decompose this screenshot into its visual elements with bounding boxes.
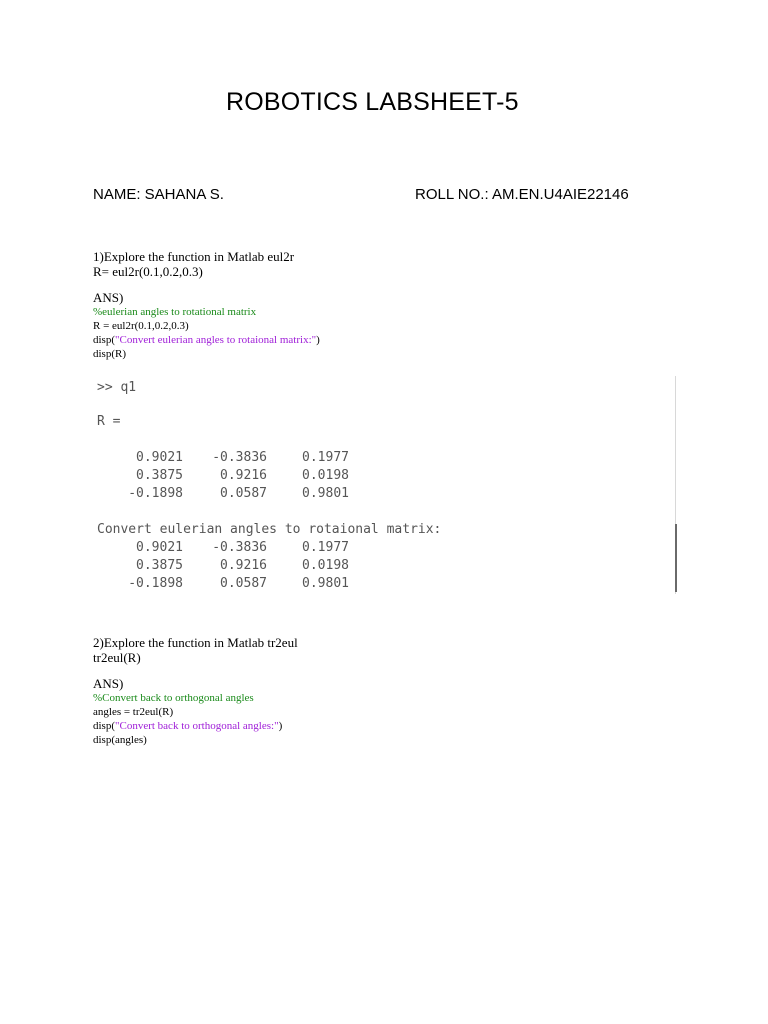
matlab-console-output bbox=[93, 376, 676, 594]
q1-code-disp-r: disp(R) bbox=[93, 348, 126, 360]
q2-code-disp-angles: disp(angles) bbox=[93, 734, 147, 746]
q1-code-disp bbox=[93, 333, 320, 347]
q1-prompt: 1)Explore the function in Matlab eul2r bbox=[93, 249, 295, 264]
matrix1-cell: 0.0587 bbox=[220, 486, 267, 501]
q2-expression: tr2eul(R) bbox=[93, 650, 141, 665]
matrix1-cell: 0.3875 bbox=[136, 468, 183, 483]
console-scrollbar[interactable] bbox=[675, 524, 677, 592]
q1-disp-pre: disp( bbox=[93, 334, 115, 346]
q2-ans-label: ANS) bbox=[93, 676, 124, 691]
matrix1-cell: 0.9801 bbox=[302, 486, 349, 501]
q1-disp-string: "Convert eulerian angles to rotaional matrix:" bbox=[115, 334, 317, 346]
matrix2-cell: 0.9021 bbox=[136, 540, 183, 555]
console-message: Convert eulerian angles to rotaional matrix: bbox=[97, 522, 442, 537]
q1-disp-post: ) bbox=[316, 334, 320, 346]
matrix1-cell: 0.9021 bbox=[136, 450, 183, 465]
q2-code-comment: %Convert back to orthogonal angles bbox=[93, 692, 254, 704]
q1-code-line: R = eul2r(0.1,0.2,0.3) bbox=[93, 320, 189, 332]
matrix1-cell: 0.9216 bbox=[220, 468, 267, 483]
matrix2-cell: 0.3875 bbox=[136, 558, 183, 573]
matrix2-cell: -0.3836 bbox=[212, 540, 267, 555]
q1-ans-label: ANS) bbox=[93, 290, 124, 305]
q2-disp-string: "Convert back to orthogonal angles:" bbox=[115, 720, 279, 732]
matrix2-cell: 0.9216 bbox=[220, 558, 267, 573]
matrix2-cell: 0.0587 bbox=[220, 576, 267, 591]
matrix1-cell: -0.3836 bbox=[212, 450, 267, 465]
matrix2-cell: 0.1977 bbox=[302, 540, 349, 555]
page-title: ROBOTICS LABSHEET-5 bbox=[226, 88, 519, 116]
q2-prompt: 2)Explore the function in Matlab tr2eul bbox=[93, 635, 298, 650]
q2-code-line: angles = tr2eul(R) bbox=[93, 706, 174, 718]
q1-code-comment: %eulerian angles to rotational matrix bbox=[93, 306, 257, 318]
matrix2-cell: 0.9801 bbox=[302, 576, 349, 591]
q1-expression: R= eul2r(0.1,0.2,0.3) bbox=[93, 264, 203, 279]
console-prompt: >> q1 bbox=[97, 380, 137, 395]
matrix2-cell: -0.1898 bbox=[128, 576, 183, 591]
matrix1-cell: 0.1977 bbox=[302, 450, 349, 465]
q2-code-disp bbox=[93, 719, 282, 733]
matrix1-cell: 0.0198 bbox=[302, 468, 349, 483]
roll-number: ROLL NO.: AM.EN.U4AIE22146 bbox=[415, 186, 629, 203]
q2-disp-pre: disp( bbox=[93, 720, 115, 732]
matrix1-cell: -0.1898 bbox=[128, 486, 183, 501]
matrix2-cell: 0.0198 bbox=[302, 558, 349, 573]
console-r-label: R = bbox=[97, 414, 121, 429]
q2-disp-post: ) bbox=[278, 720, 283, 732]
student-name: NAME: SAHANA S. bbox=[93, 186, 224, 203]
